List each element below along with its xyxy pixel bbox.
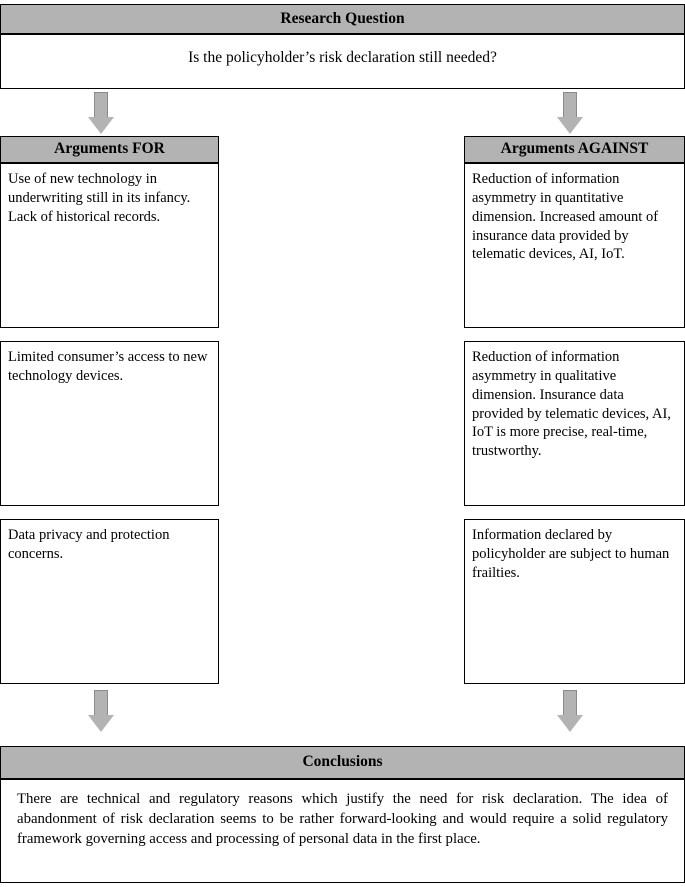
arguments-against-item-2: Reduction of information asymmetry in qualitative dimension. Insurance data provided by telematic devices, AI, IoT is more precise, real-time, trustworthy. <box>464 341 685 506</box>
conclusions-header: Conclusions <box>0 746 685 779</box>
research-question-text: Is the policyholder’s risk declaration still needed? <box>0 34 685 89</box>
arguments-for-item-1: Use of new technology in underwriting still in its infancy. Lack of historical records. <box>0 163 219 328</box>
arguments-against-header: Arguments AGAINST <box>464 136 685 163</box>
arguments-against-item-3: Information declared by policyholder are subject to human frailties. <box>464 519 685 684</box>
arrow-shaft <box>94 92 108 118</box>
research-question-header: Research Question <box>0 4 685 34</box>
conclusions-text: There are technical and regulatory reasons which justify the need for risk declaration. The idea of abandonment of risk declaration seems to be rather forward-looking and would require a solid regulatory framework governing access and processing of personal data in the first place. <box>0 779 685 883</box>
arguments-for-header: Arguments FOR <box>0 136 219 163</box>
arrow-down-left-top-icon <box>88 92 114 134</box>
arrow-shaft <box>563 92 577 118</box>
arguments-for-item-2: Limited consumer’s access to new technology devices. <box>0 341 219 506</box>
arrow-shaft <box>563 690 577 716</box>
arrow-down-left-bottom-icon <box>88 690 114 732</box>
arrow-down-right-bottom-icon <box>557 690 583 732</box>
arrow-head <box>557 715 583 732</box>
arrow-shaft <box>94 690 108 716</box>
arguments-against-item-1: Reduction of information asymmetry in quantitative dimension. Increased amount of insurance data provided by telematic devices, AI, IoT. <box>464 163 685 328</box>
arrow-head <box>557 117 583 134</box>
arrow-down-right-top-icon <box>557 92 583 134</box>
arguments-for-item-3: Data privacy and protection concerns. <box>0 519 219 684</box>
arrow-head <box>88 715 114 732</box>
arrow-head <box>88 117 114 134</box>
